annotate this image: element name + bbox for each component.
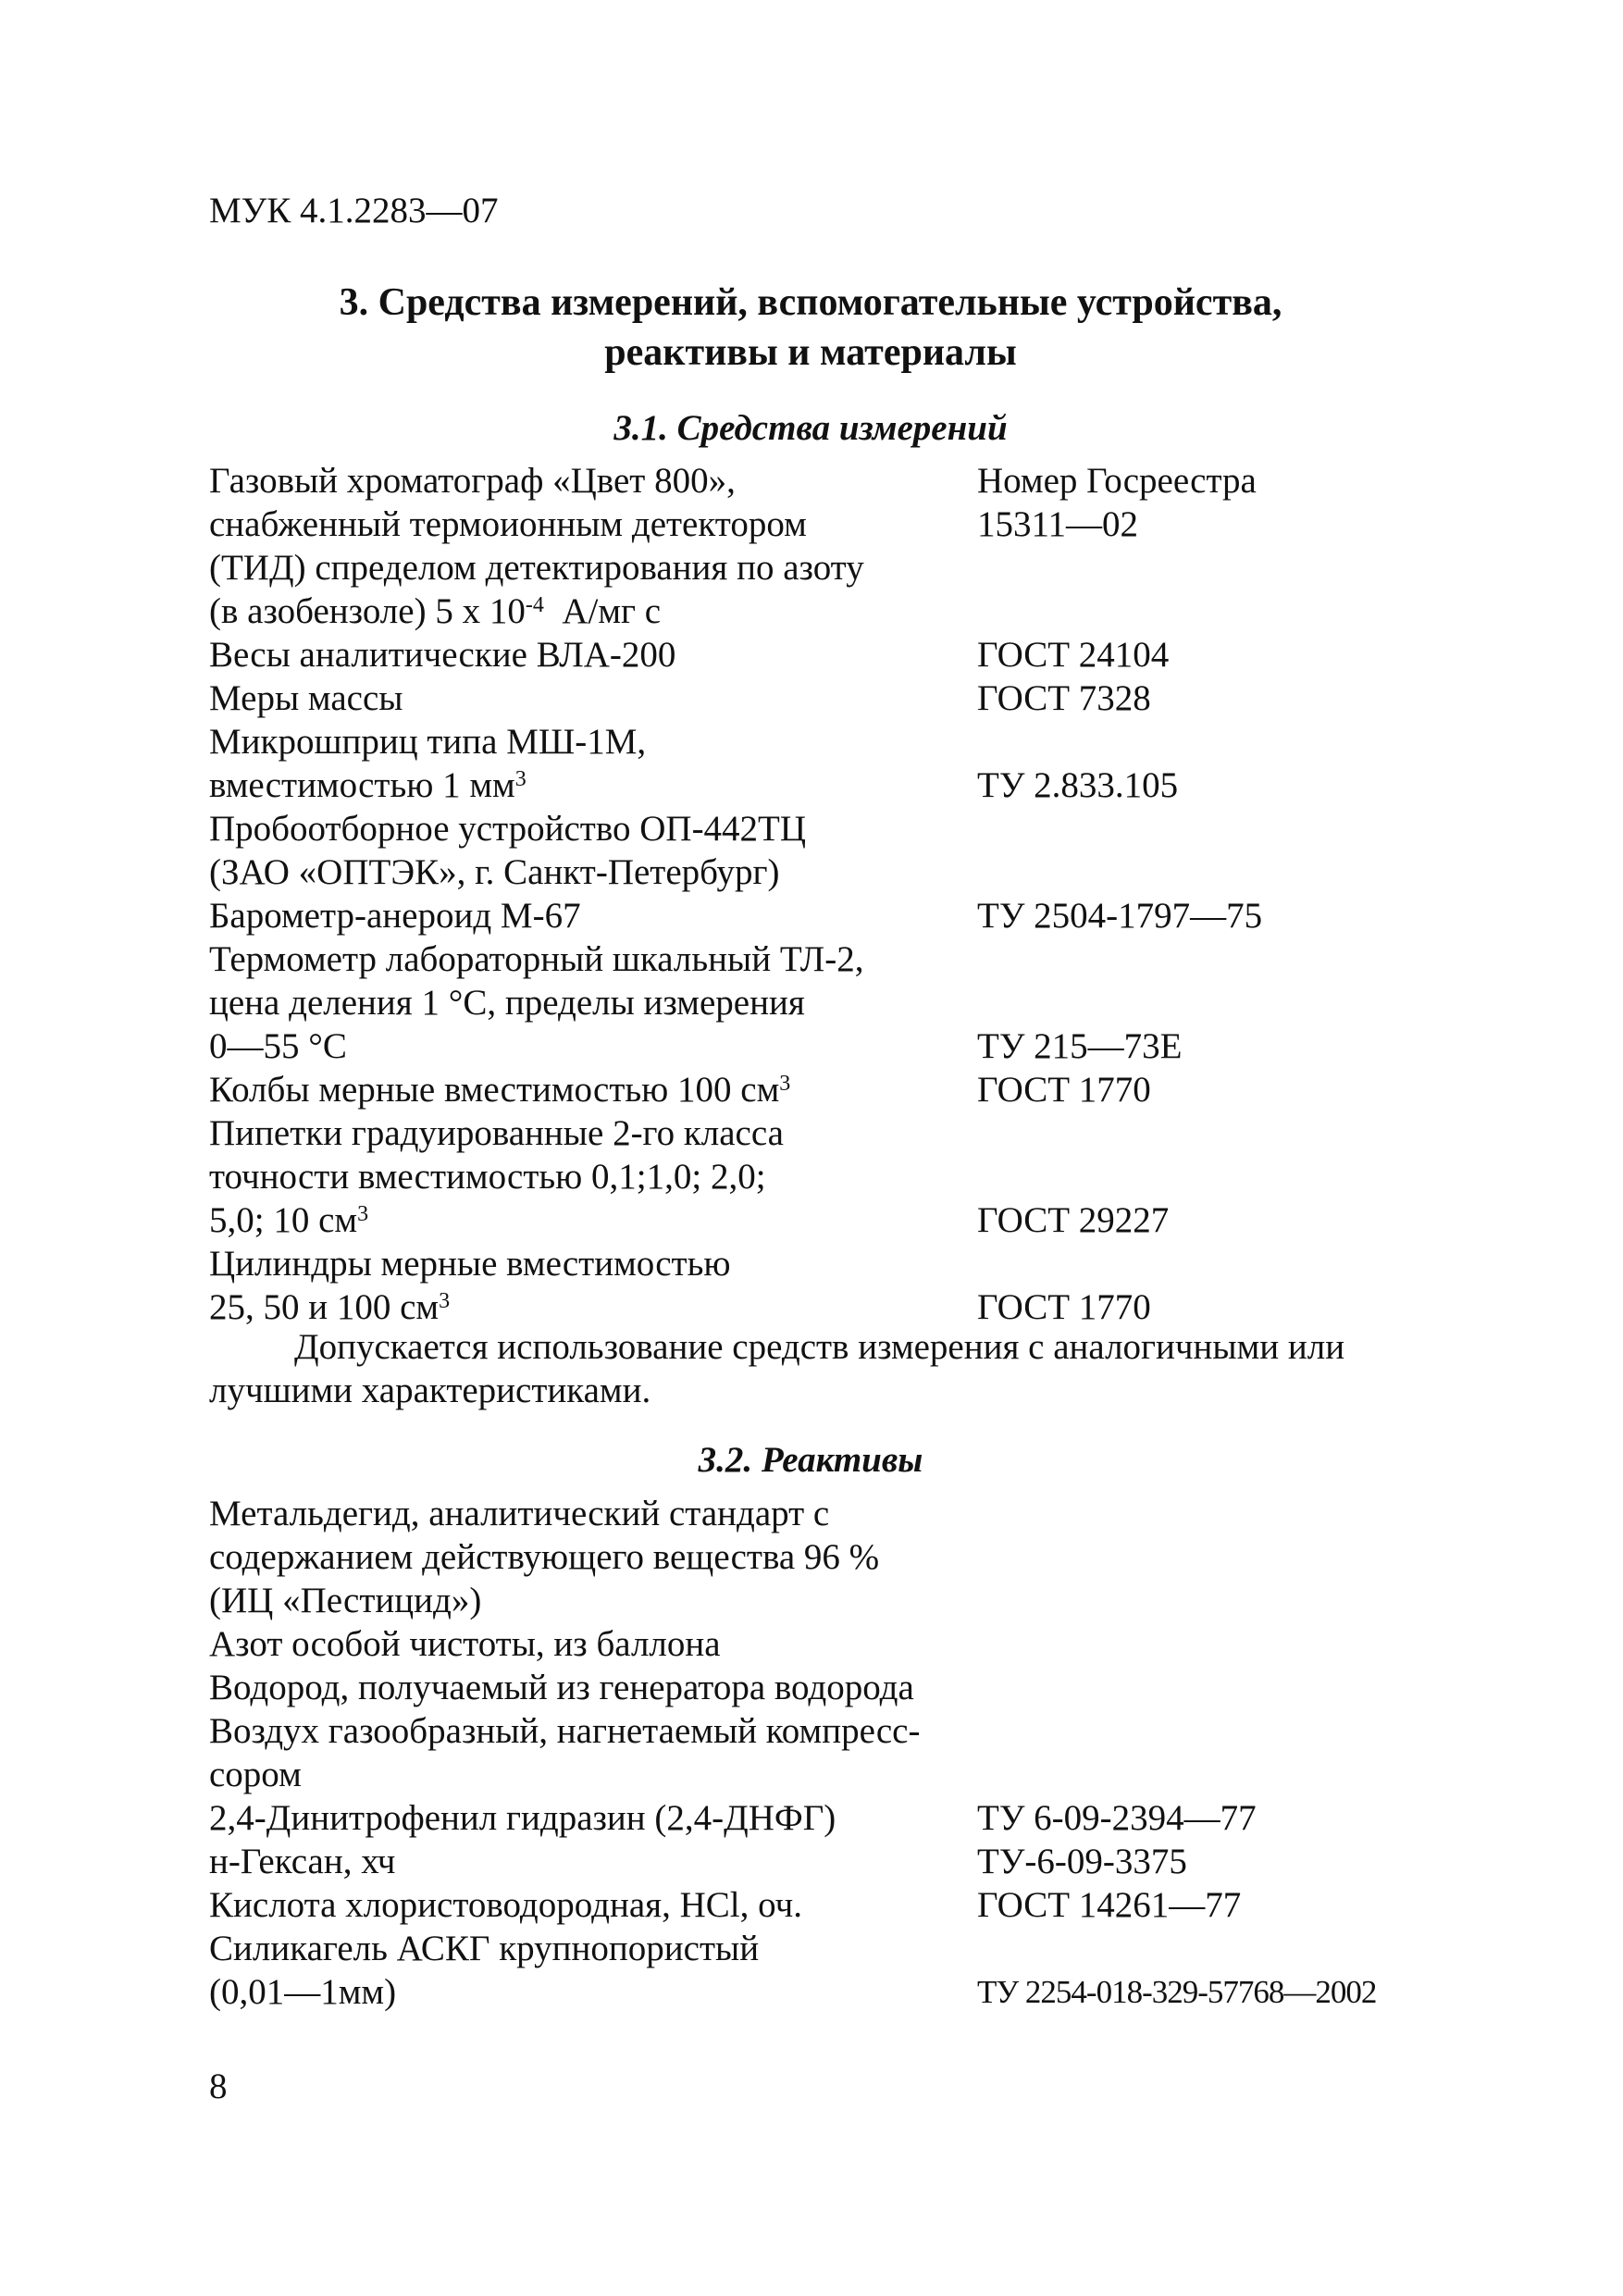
table-row <box>209 633 1440 676</box>
row-value: ГОСТ 29227 <box>977 1200 1170 1240</box>
row-label-line: точности вместимостью 0,1;1,0; 2,0; <box>209 1157 766 1197</box>
row-label-text: Колбы мерные вместимостью 100 см <box>209 1070 780 1110</box>
row-label: 2,4-Динитрофенил гидразин (2,4-ДНФГ) <box>209 1798 836 1838</box>
row-label-line: Пробоотборное устройство ОП-442ТЦ <box>209 809 807 849</box>
row-label-line: Воздух газообразный, нагнетаемый компресс- <box>209 1711 921 1751</box>
row-label-line: (0,01—1мм) <box>209 1972 397 2012</box>
row-label-text: 25, 50 и 100 см <box>209 1287 440 1327</box>
row-label-line <box>209 763 977 807</box>
row-label-text: 5,0; 10 см <box>209 1200 358 1240</box>
row-value: ТУ 2254-018-329-57768—2002 <box>977 1974 1377 2010</box>
row-label-line <box>209 590 977 633</box>
row-label-line: Цилиндры мерные вместимостью <box>209 1244 731 1284</box>
row-label-line <box>209 1285 977 1329</box>
section-title-line-2: реактивы и материалы <box>604 331 1017 374</box>
row-label-line: Термометр лабораторный шкальный ТЛ-2, <box>209 939 864 979</box>
row-label: Азот особой чистоты, из баллона <box>209 1624 721 1664</box>
row-value: ТУ 215—73Е <box>977 1026 1183 1066</box>
row-label-line: цена деления 1 °С, пределы измерения <box>209 983 805 1023</box>
row-value: ГОСТ 1770 <box>977 1287 1151 1327</box>
superscript: 3 <box>514 767 527 791</box>
table-row <box>209 894 1440 937</box>
row-value: 15311—02 <box>977 504 1139 544</box>
table-row <box>209 1709 1440 1796</box>
row-label-line: Пипетки градуированные 2-го класса <box>209 1113 784 1153</box>
row-label-text: А/мг с <box>543 591 662 631</box>
row-label-line <box>209 1198 977 1242</box>
table-row <box>209 1883 1440 1927</box>
section-title-line-1: 3. Средства измерений, вспомогательные устройства, <box>339 281 1282 324</box>
row-label-text: вместимостью 1 мм <box>209 765 515 805</box>
superscript: -4 <box>525 593 544 617</box>
table-row <box>209 937 1440 1068</box>
table-row <box>209 720 1440 807</box>
reagents-table <box>209 1492 1440 2014</box>
table-row <box>209 1927 1440 2014</box>
superscript: 3 <box>357 1202 369 1226</box>
table-row <box>209 1840 1440 1883</box>
row-label-line: (ИЦ «Пестицид») <box>209 1581 482 1620</box>
table-row <box>209 807 1440 894</box>
row-label: Весы аналитические ВЛА-200 <box>209 635 676 675</box>
table-row <box>209 459 1440 633</box>
row-label: Барометр-анероид М-67 <box>209 896 581 936</box>
row-value: ГОСТ 7328 <box>977 678 1151 718</box>
table-row <box>209 1666 1440 1709</box>
superscript: 3 <box>779 1072 791 1096</box>
row-label-text: (в азобензоле) 5 х 10 <box>209 591 526 631</box>
row-label-line: Микрошприц типа МШ-1М, <box>209 722 647 762</box>
table-row <box>209 1492 1440 1622</box>
note-line: лучшими характеристиками. <box>209 1371 651 1410</box>
superscript: 3 <box>439 1289 451 1313</box>
row-label: Кислота хлористоводородная, НСl, оч. <box>209 1885 802 1925</box>
row-label-line: Газовый хроматограф «Цвет 800», <box>209 461 736 501</box>
row-label: Меры массы <box>209 678 403 718</box>
row-value: ГОСТ 24104 <box>977 635 1170 675</box>
row-value: ГОСТ 14261—77 <box>977 1885 1242 1925</box>
table-row <box>209 1242 1440 1329</box>
table-row <box>209 676 1440 720</box>
table-row <box>209 1111 1440 1242</box>
table-row <box>209 1796 1440 1840</box>
row-label: Водород, получаемый из генератора водорода <box>209 1668 914 1707</box>
row-value: ТУ 6-09-2394—77 <box>977 1798 1257 1838</box>
row-label-line: снабженный термоионным детектором <box>209 504 807 544</box>
instruments-table <box>209 459 1440 1329</box>
section-title <box>209 278 1412 378</box>
document-code-header: МУК 4.1.2283—07 <box>209 191 499 230</box>
page-number: 8 <box>209 2066 228 2106</box>
note-line: Допускается использование средств измерения с аналогичными или <box>294 1327 1345 1367</box>
row-value: ГОСТ 1770 <box>977 1070 1151 1110</box>
table-row <box>209 1622 1440 1666</box>
row-label-line: сором <box>209 1755 302 1794</box>
instruments-heading: 3.1. Средства измерений <box>613 408 1008 448</box>
row-label-line: содержанием действующего вещества 96 % <box>209 1537 880 1577</box>
row-label-line: (ЗАО «ОПТЭК», г. Санкт-Петербург) <box>209 852 780 892</box>
table-row <box>209 1068 1440 1111</box>
row-label-line: Метальдегид, аналитический стандарт с <box>209 1494 830 1533</box>
row-value: ТУ 2.833.105 <box>977 765 1179 805</box>
row-label-line: 0—55 °С <box>209 1026 347 1066</box>
note-paragraph <box>209 1325 1440 1412</box>
row-value: ТУ 2504-1797—75 <box>977 896 1263 936</box>
row-label <box>209 1068 977 1111</box>
row-value: Номер Госреестра <box>977 461 1257 501</box>
row-label: н-Гексан, хч <box>209 1842 396 1881</box>
row-label-line: Силикагель АСКГ крупнопористый <box>209 1929 760 1968</box>
row-value: ТУ-6-09-3375 <box>977 1842 1187 1881</box>
row-label-line: (ТИД) спределом детектирования по азоту <box>209 548 864 588</box>
reagents-heading: 3.2. Реактивы <box>698 1440 923 1480</box>
